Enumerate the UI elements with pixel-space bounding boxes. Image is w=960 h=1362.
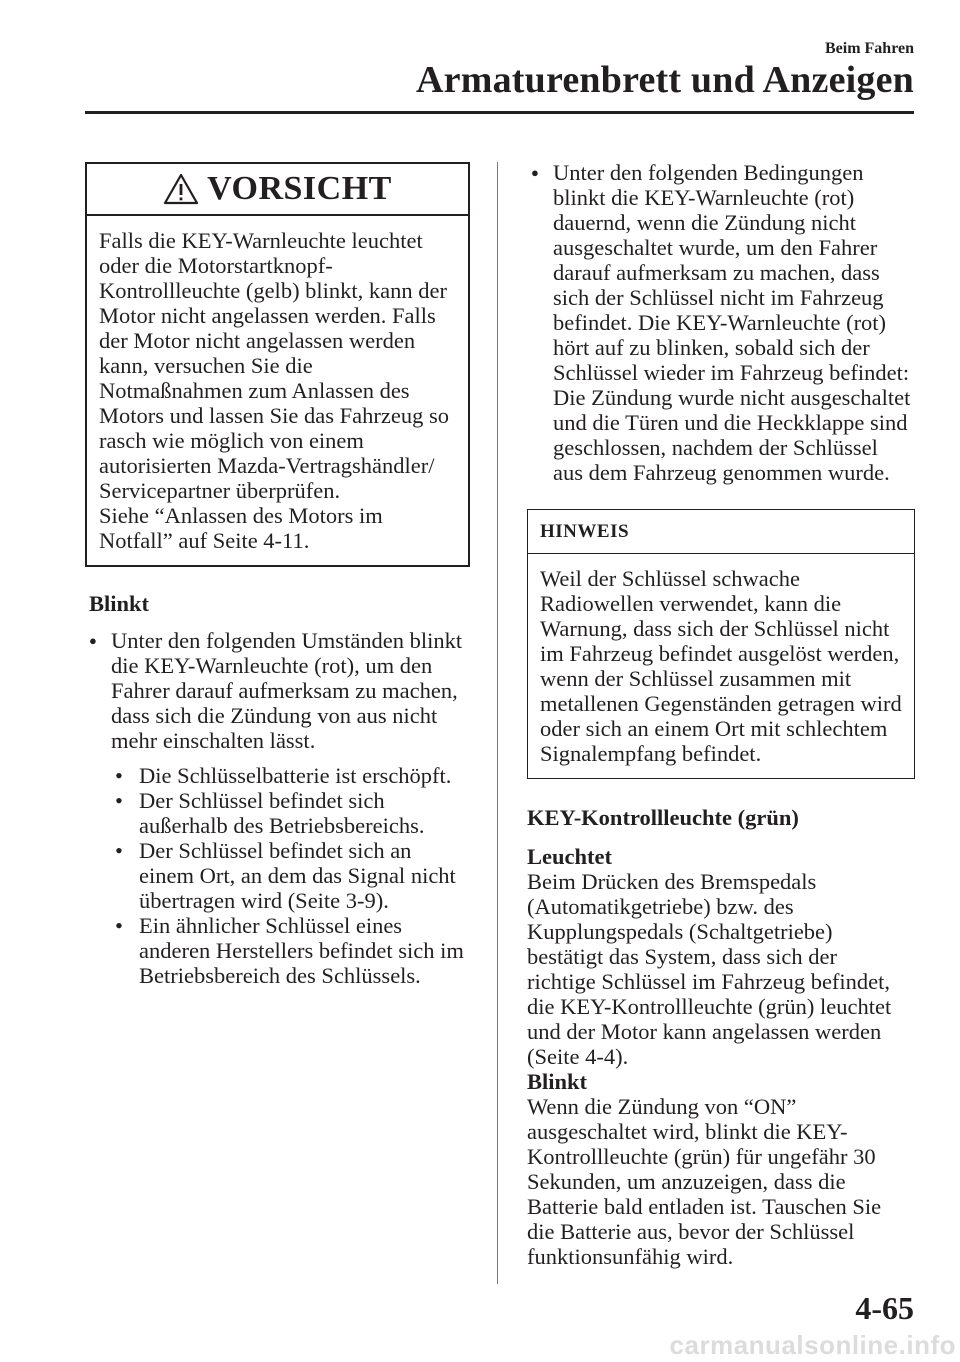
bullet-line: ausgeschaltet wurde, um den Fahrer — [553, 235, 878, 260]
sub-line: Betriebsbereich des Schlüssels. — [139, 963, 421, 988]
key-blinkt-line: ausgeschaltet wird, blinkt die KEY- — [527, 1119, 848, 1144]
caution-title: VORSICHT — [207, 170, 392, 207]
note-line: metallenen Gegenständen getragen wird — [540, 691, 902, 716]
sub-line: außerhalb des Betriebsbereichs. — [139, 813, 425, 838]
caution-line: Servicepartner überprüfen. — [99, 478, 341, 503]
bullet-line: befindet. Die KEY-Warnleuchte (rot) — [553, 310, 887, 335]
sub-line: Der Schlüssel befindet sich an — [139, 838, 412, 863]
caution-line: autorisierten Mazda-Vertragshändler/ — [99, 453, 435, 478]
leuchtet-line: (Seite 4-4). — [527, 1044, 629, 1069]
note-line: oder sich an einem Ort mit schlechtem — [540, 716, 888, 741]
caution-line: oder die Motorstartknopf- — [99, 253, 333, 278]
caution-line: Motors und lassen Sie das Fahrzeug so — [99, 403, 449, 428]
sub-line: übertragen wird (Seite 3-9). — [139, 888, 389, 913]
leuchtet-line: richtige Schlüssel im Fahrzeug befindet, — [527, 969, 891, 994]
caution-line: Motor nicht angelassen werden. Falls — [99, 303, 436, 328]
header-section-label: Beim Fahren — [824, 40, 914, 57]
note-header: HINWEIS — [528, 510, 914, 554]
caution-body — [87, 216, 468, 565]
note-body — [528, 554, 914, 778]
key-blinkt-paragraph — [527, 1094, 915, 1269]
watermark-text: carmanualsonline.info — [669, 1330, 956, 1360]
note-line: Radiowellen verwendet, kann die — [540, 591, 842, 616]
key-blinkt-line: funktionsunfähig wird. — [527, 1244, 734, 1269]
leuchtet-line: und der Motor kann angelassen werden — [527, 1019, 882, 1044]
leuchtet-line: Kupplungspedals (Schaltgetriebe) — [527, 919, 833, 944]
bullet-line: Unter den folgenden Bedingungen — [553, 160, 864, 185]
key-blinkt-heading: Blinkt — [527, 1069, 588, 1094]
leuchtet-paragraph — [527, 869, 915, 1069]
sub-line: Die Schlüsselbatterie ist erschöpft. — [139, 763, 452, 788]
note-line: wenn der Schlüssel zusammen mit — [540, 666, 852, 691]
caution-line: Kontrollleuchte (gelb) blinkt, kann der — [99, 278, 448, 303]
sub-line: anderen Herstellers befindet sich im — [139, 938, 464, 963]
bullet-line: Fahrer darauf aufmerksam zu machen, — [111, 678, 458, 703]
sub-bullet-icon: • — [115, 838, 123, 863]
note-line: Weil der Schlüssel schwache — [540, 566, 800, 591]
caution-line: Notfall” auf Seite 4-11. — [99, 528, 310, 553]
header-title: Armaturenbrett und Anzeigen — [416, 59, 914, 101]
sub-bullet-icon: • — [115, 788, 123, 813]
caution-header — [87, 164, 468, 216]
sub-line: einem Ort, an dem das Signal nicht — [139, 863, 456, 888]
page-number: 4-65 — [855, 1290, 914, 1326]
sub-list-item — [85, 913, 470, 988]
blinkt-heading: Blinkt — [89, 591, 150, 616]
key-blinkt-line: die Batterie aus, bevor der Schlüssel — [527, 1219, 855, 1244]
sub-bullet-icon: • — [115, 763, 123, 788]
sub-list-item — [85, 838, 470, 913]
caution-line: Siehe “Anlassen des Motors im — [99, 503, 383, 528]
bullet-line: die KEY-Warnleuchte (rot), um den — [111, 653, 433, 678]
bullet-line: mehr einschalten lässt. — [111, 728, 316, 753]
bullet-line: aus dem Fahrzeug genommen wurde. — [553, 460, 890, 485]
leuchtet-line: (Automatikgetriebe) bzw. des — [527, 894, 794, 919]
leuchtet-line: die KEY-Kontrollleuchte (grün) leuchtet — [527, 994, 892, 1019]
bullet-line: darauf aufmerksam zu machen, dass — [553, 260, 880, 285]
caution-line: kann, versuchen Sie die — [99, 353, 313, 378]
key-blinkt-line: Wenn die Zündung von “ON” — [527, 1094, 797, 1119]
sub-list-item — [85, 763, 470, 788]
leuchtet-line: bestätigt das System, dass sich der — [527, 944, 837, 969]
bullet-line: und die Türen und die Heckklappe sind — [553, 410, 908, 435]
bullet-dot-icon: ● — [531, 165, 539, 180]
bullet-line: Schlüssel wieder im Fahrzeug befindet: — [553, 360, 910, 385]
leuchtet-line: Beim Drücken des Bremspedals — [527, 869, 817, 894]
bullet-line: blinkt die KEY-Warnleuchte (rot) — [553, 185, 855, 210]
note-line: im Fahrzeug befindet ausgelöst werden, — [540, 641, 900, 666]
sub-line: Ein ähnlicher Schlüssel eines — [139, 913, 403, 938]
sub-bullet-icon: • — [115, 913, 123, 938]
key-blinkt-line: Sekunden, um anzuzeigen, dass die — [527, 1169, 846, 1194]
sub-line: Der Schlüssel befindet sich — [139, 788, 385, 813]
note-line: Warnung, dass sich der Schlüssel nicht — [540, 616, 890, 641]
key-blinkt-line: Batterie bald entladen ist. Tauschen Sie — [527, 1194, 882, 1219]
sub-list — [85, 763, 470, 988]
left-column — [85, 162, 470, 988]
note-line: Signalempfang befindet. — [540, 741, 762, 766]
header-rule — [85, 111, 914, 114]
bullet-item — [85, 628, 470, 753]
bullet-item — [527, 160, 915, 485]
caution-line: der Motor nicht angelassen werden — [99, 328, 416, 353]
key-indicator-heading: KEY-Kontrollleuchte (grün) — [527, 805, 799, 830]
sub-list-item — [85, 788, 470, 838]
key-blinkt-line: Kontrollleuchte (grün) für ungefähr 30 — [527, 1144, 876, 1169]
bullet-line: dass sich die Zündung von aus nicht — [111, 703, 438, 728]
column-divider — [497, 162, 498, 1284]
bullet-line: geschlossen, nachdem der Schlüssel — [553, 435, 878, 460]
bullet-line: sich der Schlüssel nicht im Fahrzeug — [553, 285, 884, 310]
caution-line: Notmaßnahmen zum Anlassen des — [99, 378, 410, 403]
note-box — [527, 509, 915, 779]
caution-line: Falls die KEY-Warnleuchte leuchtet — [99, 228, 423, 253]
bullet-dot-icon: ● — [89, 633, 97, 648]
bullet-line: dauernd, wenn die Zündung nicht — [553, 210, 857, 235]
warning-triangle-icon — [163, 173, 199, 205]
bullet-line: Unter den folgenden Umständen blinkt — [111, 628, 463, 653]
bullet-line: hört auf zu blinken, sobald sich der — [553, 335, 870, 360]
leuchtet-heading: Leuchtet — [527, 844, 612, 869]
bullet-line: Die Zündung wurde nicht ausgeschaltet — [553, 385, 911, 410]
caution-line: rasch wie möglich von einem — [99, 428, 364, 453]
right-column — [527, 160, 915, 1269]
caution-box — [85, 162, 470, 567]
